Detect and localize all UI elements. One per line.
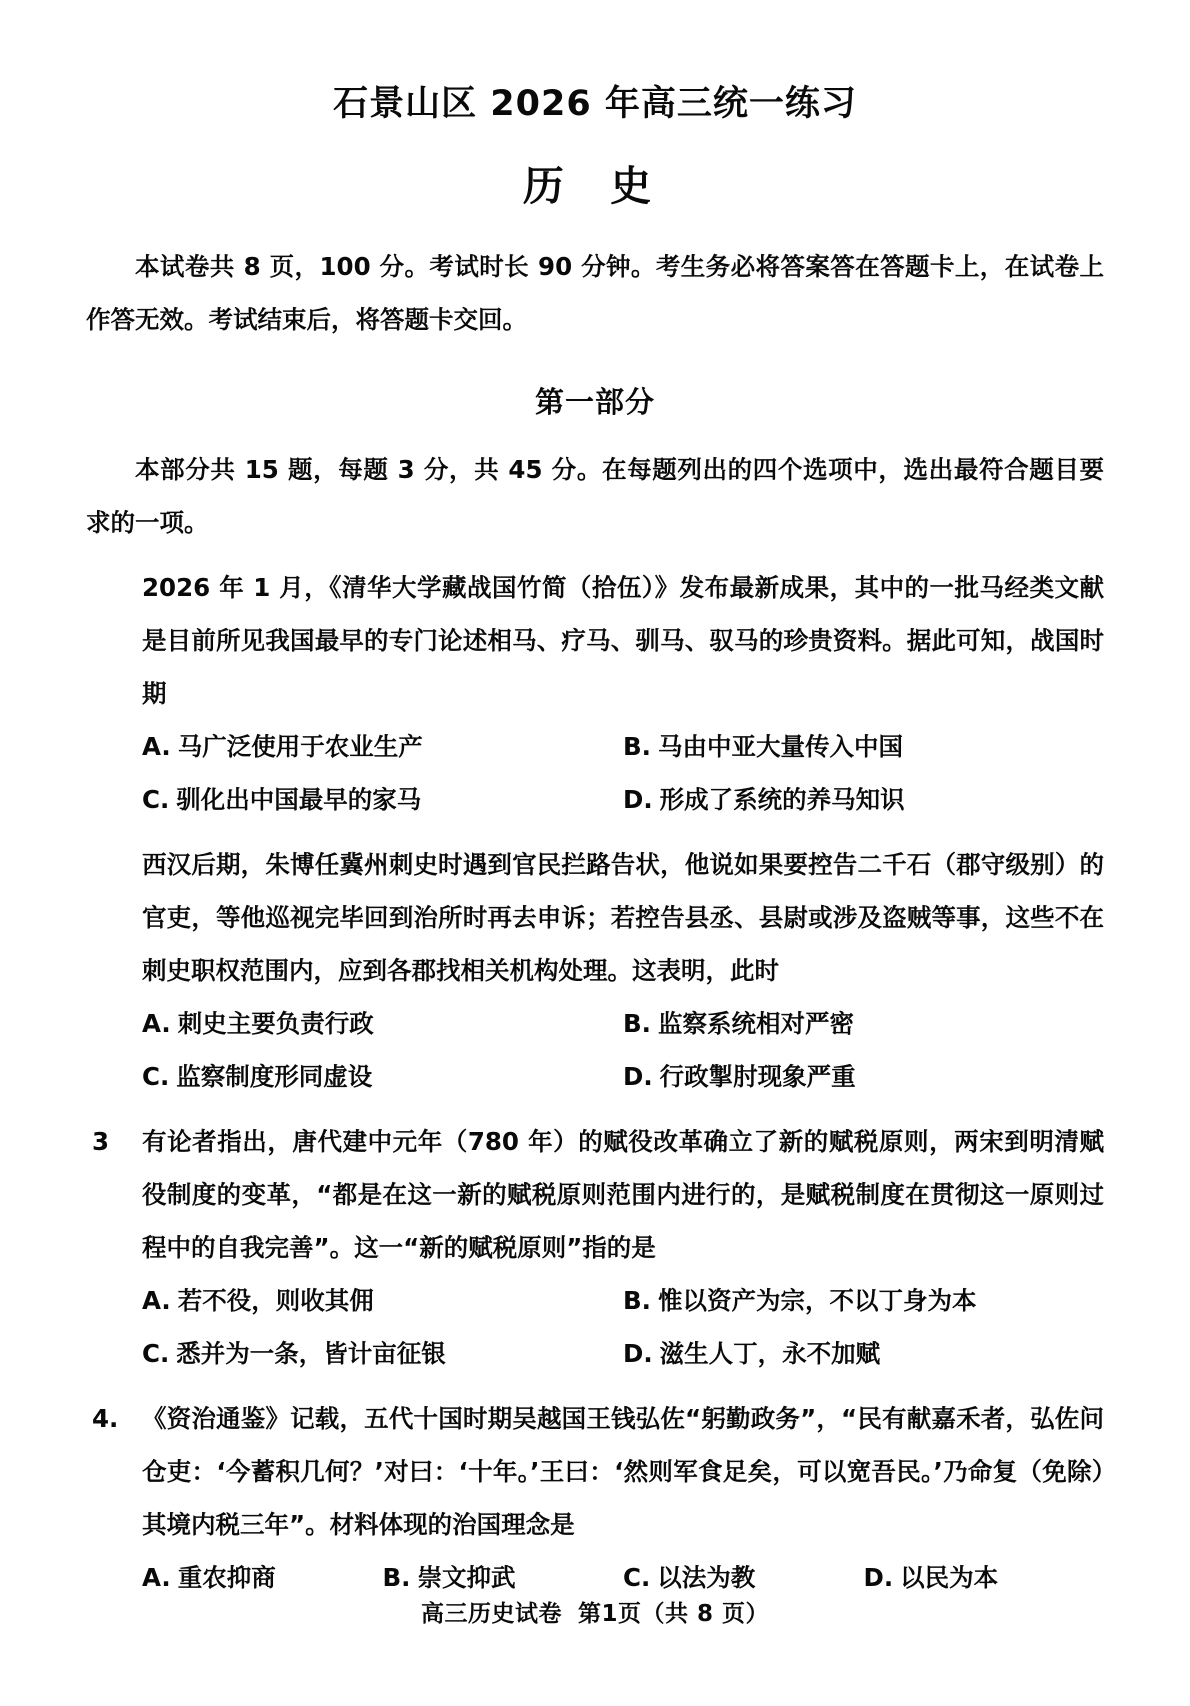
option-row [142,773,1104,826]
option-a-text: 马广泛使用于农业生产 [177,731,423,761]
option-a-label: A. [142,1008,171,1038]
option-d-label: D. [623,1061,653,1091]
question-3-stem: 有论者指出，唐代建中元年（780 年）的赋役改革确立了新的赋税原则，两宋到明清赋役制度的变革，“都是在这一新的赋税原则范围内进行的，是赋税制度在贯彻这一原则过程中的自我完善”。这一“新的赋税原则”指的是 [142,1126,1104,1262]
option-b-text: 崇文抑武 [417,1562,516,1592]
option-a[interactable] [142,720,623,773]
option-d[interactable] [623,1327,1104,1380]
question-4 [86,1392,1104,1604]
question-3-options [142,1274,1104,1380]
option-a-text: 重农抑商 [177,1562,276,1592]
question-4-stem: 《资治通鉴》记载，五代十国时期吴越国王钱弘佐“躬勤政务”，“民有献嘉禾者，弘佐问仓吏：‘今蓄积几何？’对曰：‘十年。’王曰：‘然则军食足矣，可以宽吾民。’乃命复（免除）其境内税三年”。材料体现的治国理念是 [142,1403,1104,1539]
question-3-body [142,1115,1104,1380]
option-row [142,1050,1104,1103]
footer-paper-name: 高三历史试卷 [420,1601,562,1627]
option-b-label: B. [382,1562,411,1592]
option-b[interactable] [623,720,1104,773]
option-b-text: 惟以资产为宗，不以丁身为本 [657,1285,977,1315]
option-c[interactable] [142,1327,623,1380]
option-a-label: A. [142,731,171,761]
question-4-body [142,1392,1104,1604]
option-b-label: B. [623,1285,651,1315]
option-a-text: 若不役，则收其佣 [177,1285,374,1315]
option-d[interactable] [623,1050,1104,1103]
option-c-text: 悉并为一条，皆计亩征银 [176,1338,446,1368]
option-a-label: A. [142,1562,171,1592]
question-4-number: 4. [92,1403,119,1433]
footer-page-number: 第1页（共 8 页） [577,1601,770,1627]
option-d-text: 行政掣肘现象严重 [659,1061,856,1091]
question-3-number: 3 [92,1126,110,1156]
option-row [142,997,1104,1050]
option-c-label: C. [142,1061,170,1091]
option-c-label: C. [142,784,170,814]
option-c-text: 监察制度形同虚设 [176,1061,373,1091]
option-d-label: D. [863,1562,894,1592]
option-b-text: 监察系统相对严密 [657,1008,854,1038]
page-footer [0,1595,1190,1628]
option-d[interactable] [623,773,1104,826]
question-1 [86,561,1104,826]
option-row [142,720,1104,773]
option-b-label: B. [623,731,651,761]
option-b[interactable] [623,997,1104,1050]
question-1-stem: 2026 年 1 月，《清华大学藏战国竹简（拾伍）》发布最新成果，其中的一批马经类文献是目前所见我国最早的专门论述相马、疗马、驯马、驭马的珍贵资料。据此可知，战国时期 [142,572,1104,708]
page-title: 石景山区 2026 年高三统一练习 [333,84,857,124]
option-c[interactable] [142,773,623,826]
option-b[interactable] [623,1274,1104,1327]
option-d-text: 形成了系统的养马知识 [659,784,905,814]
option-c-label: C. [142,1338,170,1368]
part-one-instructions: 本部分共 15 题，每题 3 分，共 45 分。在每题列出的四个选项中，选出最符合题目要求的一项。 [86,454,1104,537]
option-d-label: D. [623,784,653,814]
question-1-options [142,720,1104,826]
option-b-text: 马由中亚大量传入中国 [657,731,903,761]
option-a[interactable] [142,997,623,1050]
option-a-label: A. [142,1285,171,1315]
option-d-label: D. [623,1338,653,1368]
question-2 [86,838,1104,1103]
option-c-text: 驯化出中国最早的家马 [176,784,422,814]
option-d-text: 以民为本 [900,1562,999,1592]
option-b-label: B. [623,1008,651,1038]
option-c[interactable] [142,1050,623,1103]
option-c-text: 以法为教 [657,1562,756,1592]
question-3 [86,1115,1104,1380]
option-d-text: 滋生人丁，永不加赋 [659,1338,881,1368]
option-a-text: 刺史主要负责行政 [177,1008,374,1038]
question-2-options [142,997,1104,1103]
question-1-body [142,561,1104,826]
exam-instructions: 本试卷共 8 页，100 分。考试时长 90 分钟。考生务必将答案答在答题卡上，在试卷上作答无效。考试结束后，将答题卡交回。 [86,251,1104,334]
part-one-title: 第一部分 [534,384,655,419]
option-row [142,1274,1104,1327]
option-row [142,1327,1104,1380]
question-2-stem: 西汉后期，朱博任冀州刺史时遇到官民拦路告状，他说如果要控告二千石（郡守级别）的官吏，等他巡视完毕回到治所时再去申诉；若控告县丞、县尉或涉及盗贼等事，这些不在刺史职权范围内，应到各郡找相关机构处理。这表明，此时 [142,849,1104,985]
question-2-body [142,838,1104,1103]
option-c-label: C. [623,1562,651,1592]
subject-title: 历 史 [522,161,668,210]
option-a[interactable] [142,1274,623,1327]
